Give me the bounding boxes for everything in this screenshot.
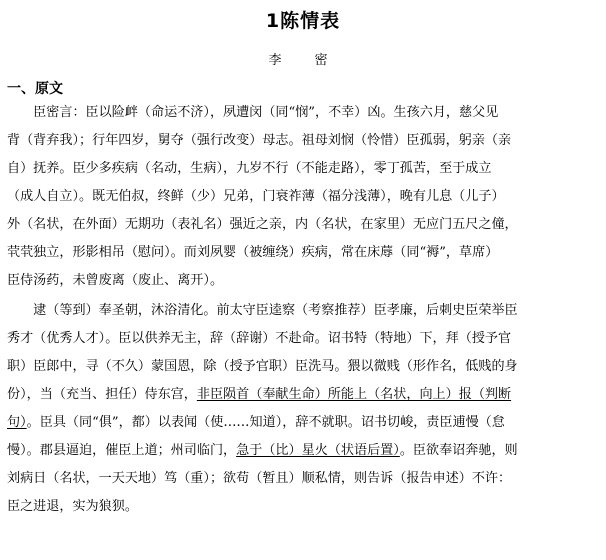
text-line: 背（背弃我）；行年四岁，舅夺（强行改变）母志。祖母刘悯（怜惜）臣孤弱，躬亲（亲 xyxy=(7,133,512,148)
text-line: 逮（等到）奉圣朝，沐浴清化。前太守臣逵察（考察推荐）臣孝廉，后刺史臣荣举臣 xyxy=(7,303,518,318)
text-line: 臣密言：臣以险衅（命运不济），夙遭闵（同“悯”，不幸）凶。生孩六月，慈父见 xyxy=(7,105,499,120)
text-line: （成人自立）。既无伯叔，终鲜（少）兄弟，门衰祚薄（福分浅薄），晚有儿息（儿子） xyxy=(7,189,505,204)
text-line: 臣之进退，实为狼狈。 xyxy=(7,499,138,514)
underlined-phrase: 急于（比）星火（状语后置） xyxy=(236,443,400,458)
author-name: 李 密 xyxy=(268,53,338,68)
text-line: 秀才（优秀人才）。臣以供养无主，辞（辞谢）不赴命。诏书特（特地）下，拜（授予官 xyxy=(7,331,512,346)
text-line: 茕茕独立，形影相吊（慰问）。而刘夙婴（被缠绕）疾病，常在床蓐（同“褥”，草席） xyxy=(7,245,499,260)
section-heading: 一、原文 xyxy=(7,81,63,97)
underlined-phrase: 句） xyxy=(7,415,27,430)
text-line: 慢）。郡县逼迫，催臣上道；州司临门，急于（比）星火（状语后置）。臣欲奉诏奔驰，则 xyxy=(7,443,518,458)
text-line: 外（名状，在外面）无期功（表礼名）强近之亲，内（名状，在家里）无应门五尺之僮， xyxy=(7,217,518,232)
text-line: 自）抚养。臣少多疾病（名动，生病），九岁不行（不能走路），零丁孤苦，至于成立 xyxy=(7,161,492,176)
text-line: 臣侍汤药，未曾废离（废止、离开）。 xyxy=(7,273,224,288)
text-line: 刘病日（名状，一天天地）笃（重）；欲苟（暂且）顺私情，则告诉（报告申述）不许： xyxy=(7,471,512,486)
text-line: 句）。臣具（同“俱”，都）以表闻（使……知道），辞不就职。诏书切峻，责臣逋慢（怠 xyxy=(7,415,505,430)
underlined-phrase: 非臣陨首（奉献生命）所能上（名状，向上）报（判断 xyxy=(196,387,512,402)
text-line: 份），当（充当、担任）侍东宫，非臣陨首（奉献生命）所能上（名状，向上）报（判断 xyxy=(7,387,512,402)
text-line: 职）臣郎中，寻（不久）蒙国恩，除（授予官职）臣洗马。猥以微贱（形作名，低贱的身 xyxy=(7,359,518,374)
document-title: 1陈情表 xyxy=(265,10,341,32)
